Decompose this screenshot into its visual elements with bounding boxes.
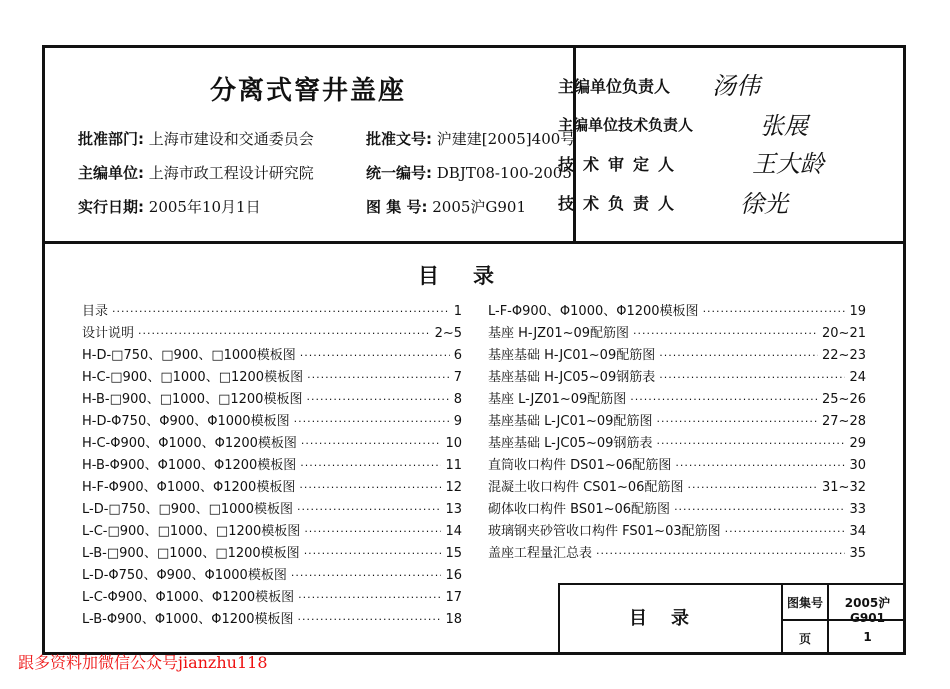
toc-entry-page: 19 [849,304,866,319]
toc-entry-page: 7 [453,370,462,385]
header-bottom-line [42,241,906,244]
toc-leader-dots [725,525,846,538]
toc-entry [82,476,462,498]
toc-entry [82,388,462,410]
watermark-text: 跟多资料加微信公众号jianzhu118 [18,653,268,672]
editor-unit [78,162,314,183]
toc-entry-label: H-B-□900、□1000、□1200模板图 [82,392,303,407]
toc-entry-label: 玻璃钢夹砂管收口构件 FS01~03配筋图 [488,524,721,539]
toc-entry-label: 盖座工程量汇总表 [488,546,593,561]
toc-leader-dots [687,481,818,494]
resp-tech-lead: 技术负责人 [558,194,684,213]
title-block-page-value: 1 [863,630,872,644]
toc-entry [488,454,866,476]
approval-dept [78,128,314,149]
toc-leader-dots [675,459,845,472]
toc-entry-label: H-C-Φ900、Φ1000、Φ1200模板图 [82,436,297,451]
toc-entry-page: 10 [445,436,462,451]
toc-entry [82,432,462,454]
editor-unit-label: 主编单位: [78,164,144,182]
toc-leader-dots [307,371,450,384]
toc-leader-dots [300,459,441,472]
toc-entry-label: H-F-Φ900、Φ1000、Φ1200模板图 [82,480,296,495]
toc-entry [488,520,866,542]
toc-leader-dots [112,305,450,318]
toc-entry [488,388,866,410]
toc-leader-dots [630,393,818,406]
toc-entry-page: 8 [453,392,462,407]
approval-dept-label: 批准部门: [78,130,144,148]
toc-leader-dots [298,613,442,626]
toc-entry-page: 35 [849,546,866,561]
toc-entry-page: 13 [445,502,462,517]
toc-entry [82,344,462,366]
title-block-name: 目录 [629,608,713,629]
toc-entry-page: 2~5 [434,326,462,341]
toc-entry-label: 基座 H-JZ01~09配筋图 [488,326,630,341]
toc-entry-page: 14 [445,524,462,539]
toc-entry-page: 15 [445,546,462,561]
toc-leader-dots [674,503,845,516]
approval-dept-value: 上海市建设和交通委员会 [148,130,314,148]
toc-entry [488,410,866,432]
toc-leader-dots [304,547,442,560]
toc-entry [488,366,866,388]
toc-entry [488,344,866,366]
toc-entry-label: 直筒收口构件 DS01~06配筋图 [488,458,672,473]
title-block-top [558,583,906,585]
toc-entry [82,322,462,344]
toc-entry-label: L-B-Φ900、Φ1000、Φ1200模板图 [82,612,294,627]
resp-chief-editor: 主编单位负责人 [558,77,671,96]
toc-entry-page: 25~26 [822,392,866,407]
toc-entry-label: 基座基础 H-JC05~09钢筋表 [488,370,656,385]
toc-leader-dots [633,327,818,340]
toc-entry [488,542,866,564]
toc-entry-label: L-D-Φ750、Φ900、Φ1000模板图 [82,568,287,583]
toc-left-column [82,300,462,630]
toc-title: 目录 [418,264,528,288]
toc-entry [488,322,866,344]
toc-leader-dots [138,327,431,340]
approval-doc [366,128,575,149]
toc-leader-dots [298,591,441,604]
toc-entry-page: 11 [445,458,462,473]
toc-leader-dots [291,569,442,582]
toc-entry-label: H-D-Φ750、Φ900、Φ1000模板图 [82,414,290,429]
toc-leader-dots [294,415,450,428]
toc-entry [82,366,462,388]
toc-entry [82,454,462,476]
toc-entry-label: 基座基础 L-JC05~09钢筋表 [488,436,653,451]
toc-entry-label: 基座基础 H-JC01~09配筋图 [488,348,656,363]
effective-date [78,196,261,217]
signature-3: 王大龄 [752,150,824,178]
atlas-no-label: 图 集 号: [366,198,428,216]
toc-entry-label: H-C-□900、□1000、□1200模板图 [82,370,304,385]
title-block-atlas-value: 2005沪G901 [844,596,891,625]
toc-entry-label: 砌体收口构件 BS01~06配筋图 [488,502,671,517]
toc-entry [82,410,462,432]
signature-1: 汤伟 [712,72,760,100]
toc-leader-dots [703,305,846,318]
toc-entry [82,564,462,586]
toc-entry [488,476,866,498]
toc-entry-page: 16 [445,568,462,583]
toc-entry-label: L-B-□900、□1000、□1200模板图 [82,546,300,561]
toc-entry-page: 18 [445,612,462,627]
toc-leader-dots [656,415,818,428]
title-block-page-label: 页 [798,632,811,646]
signature-2: 张展 [760,112,808,140]
toc-entry [82,542,462,564]
signature-4: 徐光 [740,190,788,218]
toc-entry-label: H-D-□750、□900、□1000模板图 [82,348,296,363]
toc-right-column [488,300,866,564]
toc-leader-dots [299,481,441,494]
toc-entry-label: 基座基础 L-JC01~09配筋图 [488,414,653,429]
toc-leader-dots [656,437,845,450]
toc-leader-dots [297,503,441,516]
effective-date-label: 实行日期: [78,198,144,216]
toc-entry [488,300,866,322]
title-block-atlas-label: 图集号 [786,596,823,610]
unified-no-value: DBJT08-100-2005 [436,164,572,182]
unified-no-label: 统一编号: [366,164,432,182]
toc-leader-dots [306,393,449,406]
toc-entry-label: L-F-Φ900、Φ1000、Φ1200模板图 [488,304,699,319]
toc-entry-page: 30 [849,458,866,473]
toc-entry-page: 20~21 [822,326,866,341]
toc-entry-label: 混凝土收口构件 CS01~06配筋图 [488,480,684,495]
toc-entry [82,586,462,608]
editor-unit-value: 上海市政工程设计研究院 [148,164,314,182]
atlas-no-value: 2005沪G901 [432,198,527,216]
toc-entry-label: L-D-□750、□900、□1000模板图 [82,502,293,517]
toc-entry-page: 9 [453,414,462,429]
toc-entry-page: 24 [849,370,866,385]
toc-entry-page: 33 [849,502,866,517]
toc-entry [488,498,866,520]
approval-doc-label: 批准文号: [366,130,432,148]
toc-entry-page: 34 [849,524,866,539]
toc-entry-label: 基座 L-JZ01~09配筋图 [488,392,627,407]
toc-leader-dots [659,371,845,384]
toc-entry [488,432,866,454]
toc-entry [82,498,462,520]
toc-entry-label: L-C-□900、□1000、□1200模板图 [82,524,301,539]
toc-leader-dots [596,547,845,560]
toc-leader-dots [659,349,818,362]
toc-entry-page: 1 [453,304,462,319]
effective-date-value: 2005年10月1日 [148,198,261,216]
toc-entry-page: 29 [849,436,866,451]
title-block-left [558,583,560,655]
toc-entry [82,608,462,630]
resp-tech-reviewer: 技术审定人 [558,155,684,174]
toc-leader-dots [301,437,442,450]
toc-entry-label: H-B-Φ900、Φ1000、Φ1200模板图 [82,458,297,473]
page-title: 分离式窨井盖座 [209,76,406,106]
toc-entry-page: 12 [445,480,462,495]
toc-entry-page: 17 [445,590,462,605]
toc-entry-page: 22~23 [822,348,866,363]
toc-leader-dots [304,525,441,538]
toc-entry-page: 31~32 [822,480,866,495]
toc-entry-label: 设计说明 [82,326,135,341]
atlas-no [366,196,526,217]
resp-tech-chief-editor: 主编单位技术负责人 [558,116,694,134]
toc-entry [82,520,462,542]
unified-no [366,162,572,183]
toc-entry-label: 目录 [82,304,109,319]
toc-leader-dots [300,349,450,362]
toc-entry-page: 27~28 [822,414,866,429]
toc-entry [82,300,462,322]
toc-entry-label: L-C-Φ900、Φ1000、Φ1200模板图 [82,590,295,605]
toc-entry-page: 6 [453,348,462,363]
approval-doc-value: 沪建建[2005]400号 [436,130,576,148]
